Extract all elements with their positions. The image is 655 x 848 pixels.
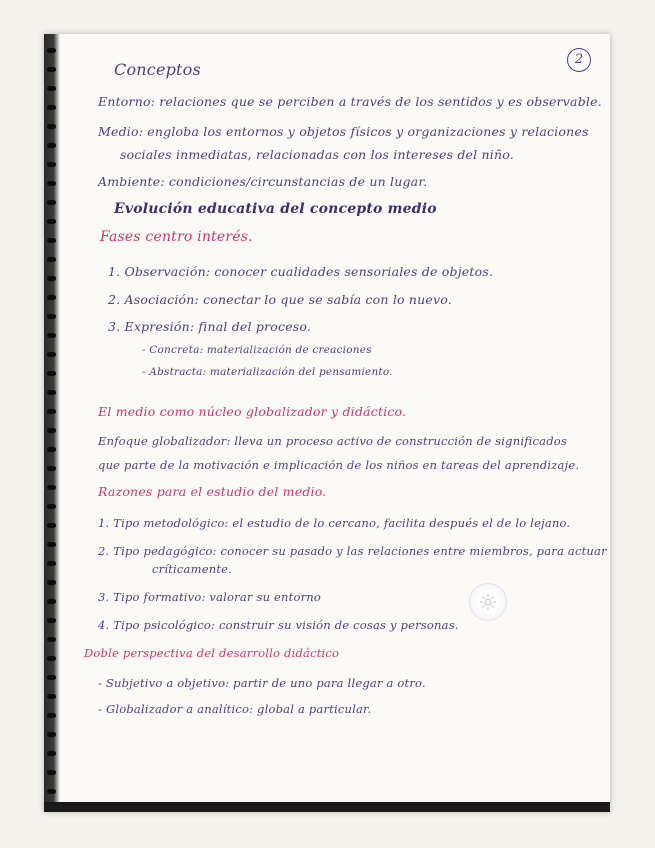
binding-hole	[47, 276, 56, 281]
razon-item-2-line-2: críticamente.	[152, 562, 233, 576]
notebook-page	[44, 34, 610, 812]
razon-item-3: 3. Tipo formativo: valorar su entorno	[98, 590, 322, 604]
fase-item-3: 3. Expresión: final del proceso.	[108, 319, 312, 334]
binding-hole	[47, 618, 56, 623]
doble-item-2: - Globalizador a analítico: global a particular.	[98, 702, 372, 716]
binding-hole	[47, 599, 56, 604]
section-title-evolucion: Evolución educativa del concepto medio	[114, 201, 437, 217]
section-title-razones: Razones para el estudio del medio.	[98, 484, 327, 499]
subtitle-fases: Fases centro interés.	[100, 229, 253, 245]
nucleo-line-1: Enfoque globalizador: lleva un proceso activo de construcción de significados	[98, 434, 568, 448]
binding-hole	[47, 105, 56, 110]
razon-item-4: 4. Tipo psicológico: construir su visión de cosas y personas.	[98, 618, 459, 632]
definition-ambiente: Ambiente: condiciones/circunstancias de un lugar.	[98, 174, 428, 189]
binding-hole	[47, 694, 56, 699]
binding-hole	[47, 656, 56, 661]
binding-hole	[47, 333, 56, 338]
definition-entorno: Entorno: relaciones que se perciben a través de los sentidos y es observable.	[98, 94, 602, 109]
binding-hole	[47, 561, 56, 566]
binding-hole	[47, 675, 56, 680]
binding-hole	[47, 257, 56, 262]
binding-hole	[47, 504, 56, 509]
page-bottom-edge	[44, 802, 610, 812]
binding-hole	[47, 162, 56, 167]
spiral-binding	[44, 34, 60, 812]
binding-hole	[47, 352, 56, 357]
binding-hole	[47, 219, 56, 224]
sun-sticker-icon	[469, 583, 507, 621]
binding-hole	[47, 143, 56, 148]
page-title: Conceptos	[114, 60, 201, 79]
binding-hole	[47, 542, 56, 547]
binding-hole	[47, 732, 56, 737]
fase-item-2: 2. Asociación: conectar lo que se sabía con lo nuevo.	[108, 292, 452, 307]
razon-item-2-line-1: 2. Tipo pedagógico: conocer su pasado y las relaciones entre miembros, para actuar	[98, 544, 607, 558]
definition-medio-line-2: sociales inmediatas, relacionadas con los intereses del niño.	[120, 147, 514, 162]
binding-hole	[47, 295, 56, 300]
binding-hole	[47, 485, 56, 490]
binding-hole	[47, 314, 56, 319]
binding-hole	[47, 428, 56, 433]
binding-hole	[47, 67, 56, 72]
razon-item-1: 1. Tipo metodológico: el estudio de lo cercano, facilita después el de lo lejano.	[98, 516, 571, 530]
binding-hole	[47, 751, 56, 756]
binding-hole	[47, 523, 56, 528]
binding-hole	[47, 124, 56, 129]
binding-hole	[47, 637, 56, 642]
binding-hole	[47, 86, 56, 91]
binding-hole	[47, 447, 56, 452]
binding-hole	[47, 181, 56, 186]
definition-medio-line-1: Medio: engloba los entornos y objetos físicos y organizaciones y relaciones	[98, 124, 589, 139]
page-number: 2	[567, 48, 591, 72]
doble-item-1: - Subjetivo a objetivo: partir de uno para llegar a otro.	[98, 676, 426, 690]
binding-hole	[47, 580, 56, 585]
binding-hole	[47, 48, 56, 53]
binding-hole	[47, 713, 56, 718]
binding-hole	[47, 789, 56, 794]
binding-hole	[47, 371, 56, 376]
binding-hole	[47, 409, 56, 414]
binding-hole	[47, 238, 56, 243]
binding-hole	[47, 770, 56, 775]
binding-hole	[47, 466, 56, 471]
fase-subitem-concreta: - Concreta: materialización de creaciones	[142, 344, 372, 356]
section-title-doble: Doble perspectiva del desarrollo didáctico	[84, 646, 340, 660]
binding-hole	[47, 200, 56, 205]
nucleo-line-2: que parte de la motivación e implicación de los niños en tareas del aprendizaje.	[98, 458, 580, 472]
fase-subitem-abstracta: - Abstracta: materialización del pensamiento.	[142, 366, 393, 378]
binding-hole	[47, 390, 56, 395]
fase-item-1: 1. Observación: conocer cualidades sensoriales de objetos.	[108, 264, 494, 279]
section-title-nucleo: El medio como núcleo globalizador y didáctico.	[98, 404, 407, 419]
